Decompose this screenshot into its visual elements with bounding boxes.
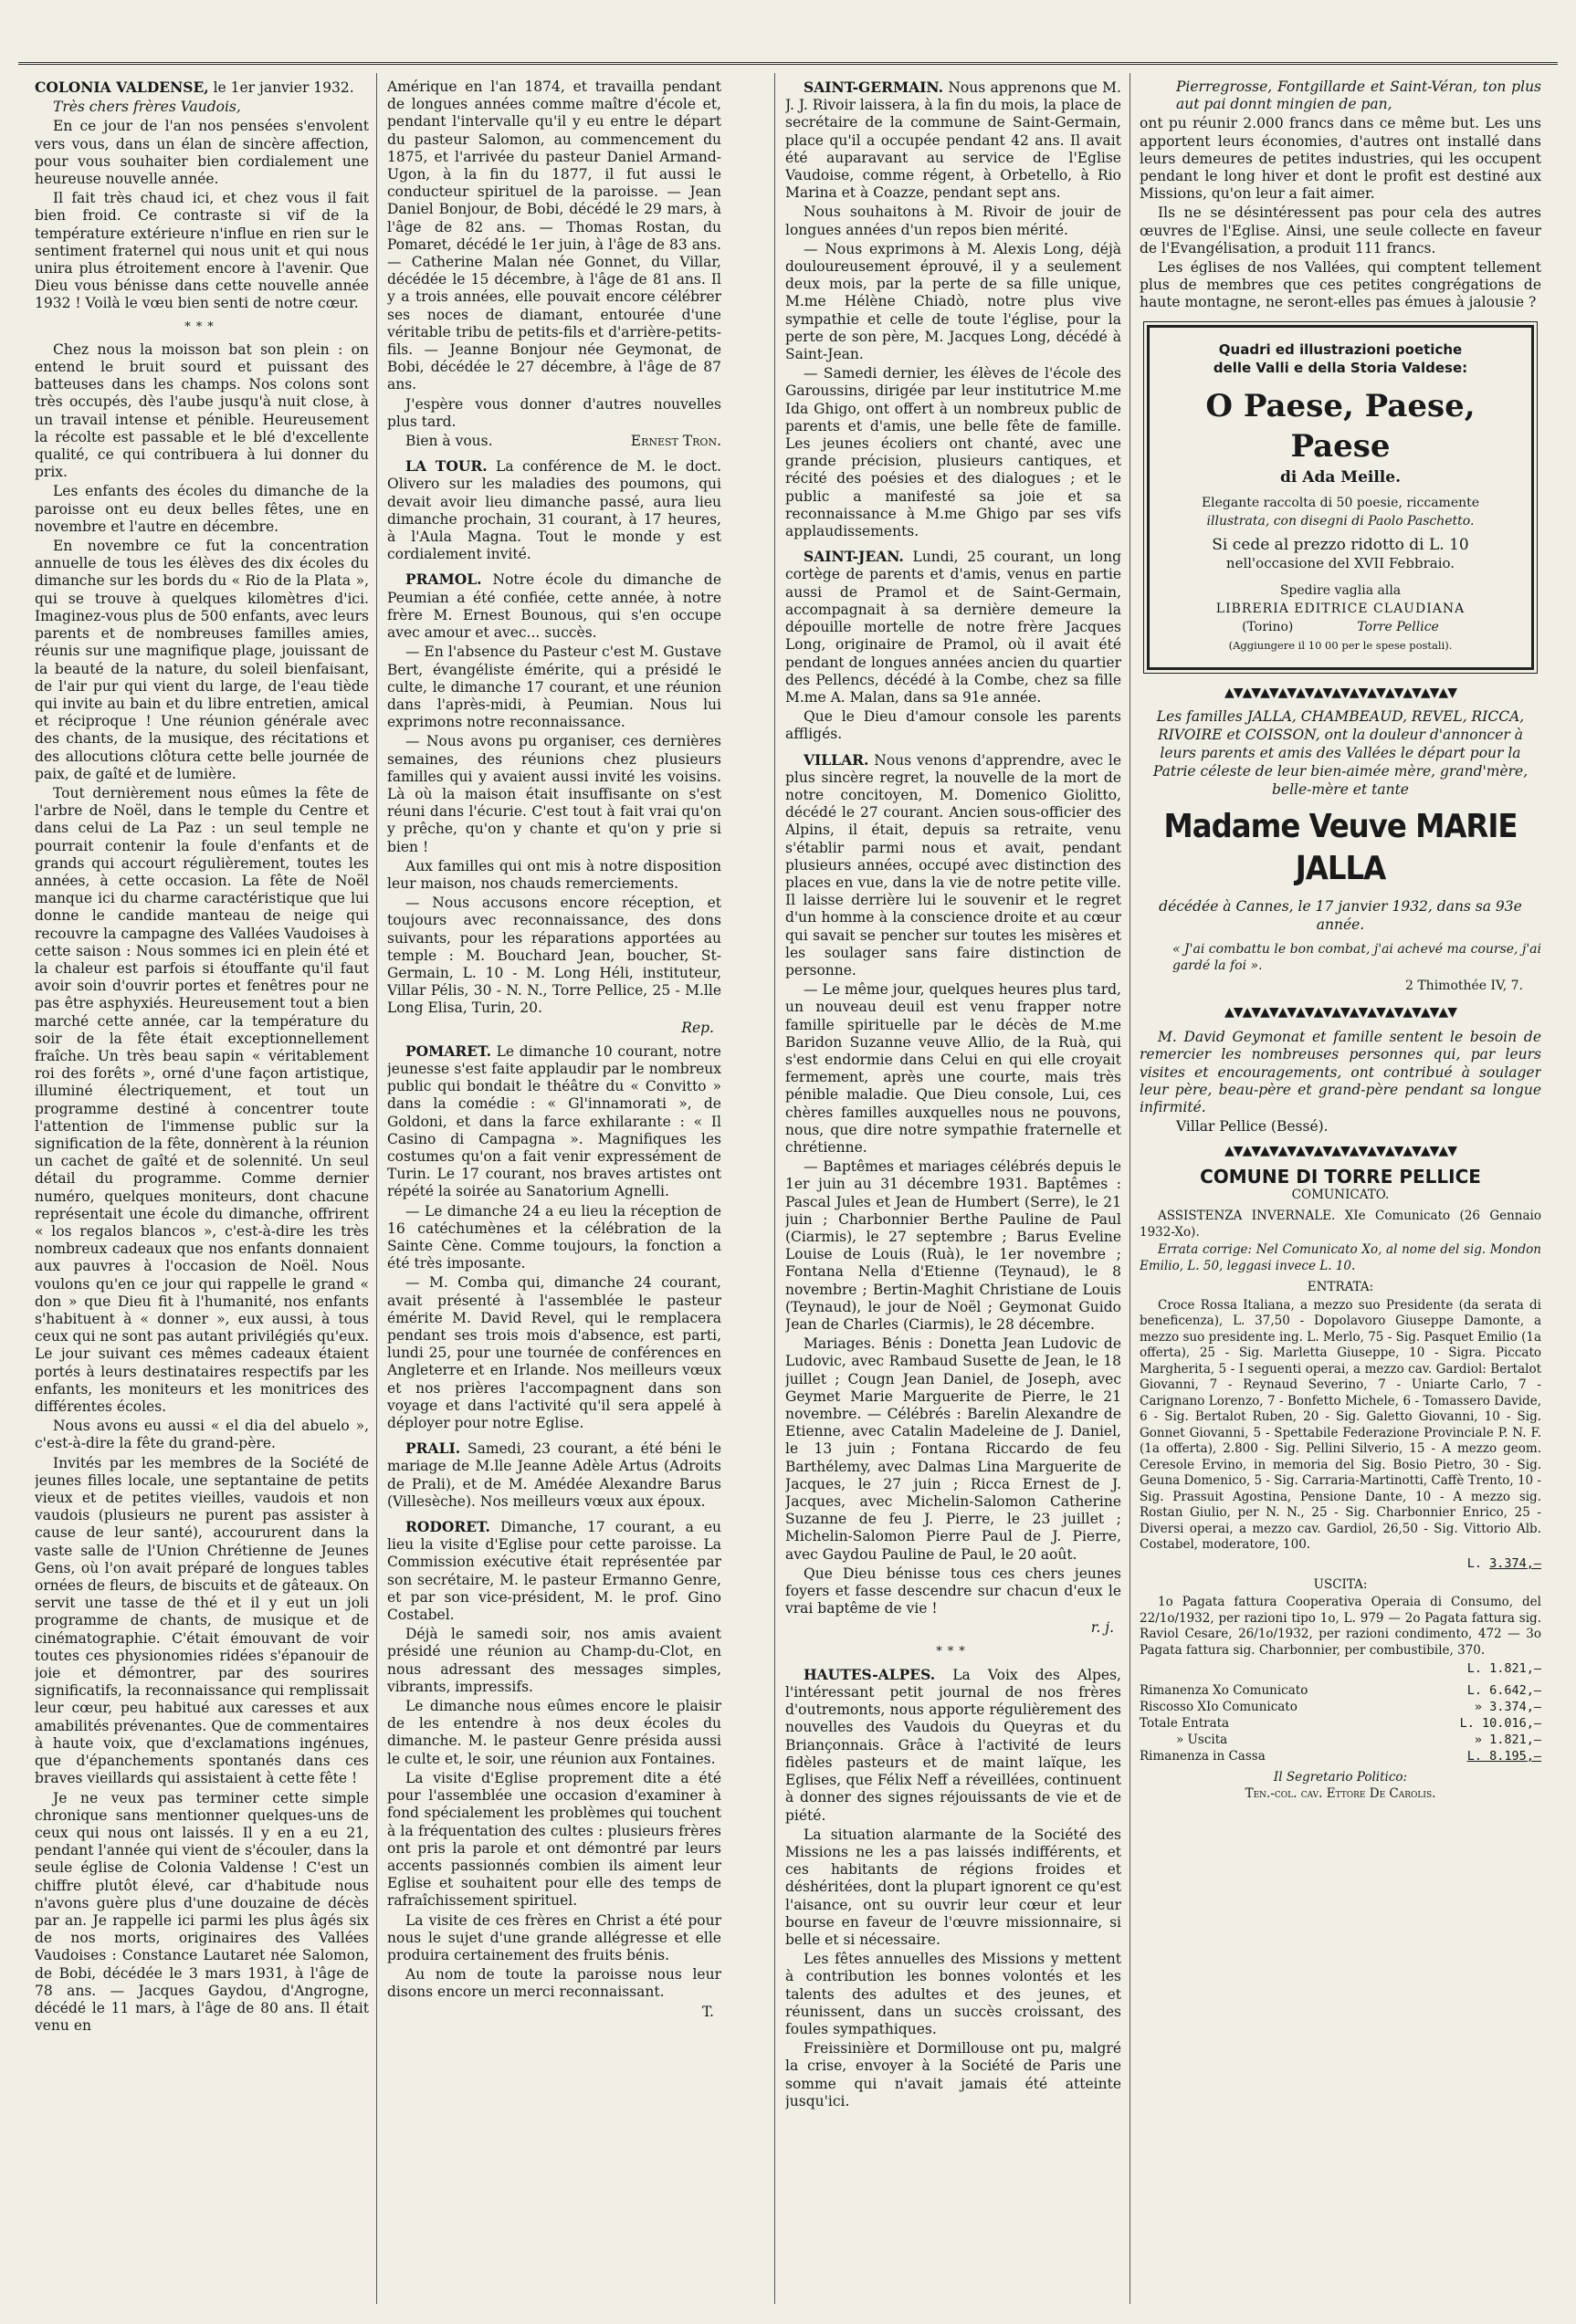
signature: T. xyxy=(702,2003,714,2020)
paragraph: — Nous accusons encore réception, et toujours avec reconnaissance, des dons suivants, pour les réparations apportées au temple : M. Bouchard Jean, boucher, St-Germain, L. 10 - M. Long Héli, instituteur, Villar Pélis, 30 - N. N., Torre Pellice, 25 - M.lle Long Elisa, Turin, 20. xyxy=(387,895,721,1017)
paragraph: Les églises de nos Vallées, qui comptent tellement plus de membres que ces petites congrégations de haute montagne, ne seront-elles pas émues à jalousie ? xyxy=(1140,259,1541,311)
ledger-value: » 1.821,— xyxy=(1474,1733,1541,1748)
paragraph: Aux familles qui ont mis à notre disposition leur maison, nos chauds remerciements. xyxy=(387,857,721,892)
ledger-label: » Uscita xyxy=(1176,1733,1228,1748)
commune-title: COMUNE DI TORRE PELLICE xyxy=(1200,1165,1481,1188)
ad-line: nell'occasione del XVII Febbraio. xyxy=(1225,554,1455,571)
book-advertisement xyxy=(1147,325,1534,670)
paragraph: La situation alarmante de la Société des Missions ne les a pas laissés indifférents, et ces habitants de régions froides et déshéritées, dont la plupart ignorent ce qu'est l'aisance, ont su ouvrir leur cœur et leur bourse en faveur de l'œuvre missionnaire, si belle et si nécessaire. xyxy=(785,1826,1121,1948)
signature: Ernest Tron. xyxy=(630,433,721,450)
section-separator: *** xyxy=(184,319,219,334)
signature: Rep. xyxy=(681,1019,714,1036)
paragraph: ASSISTENZA INVERNALE. XIe Comunicato (26 Gennaio 1932-Xo). xyxy=(1140,1209,1541,1240)
obituary-jalla xyxy=(1140,707,1541,934)
paragraph: — Nous avons pu organiser, ces dernières semaines, des réunions chez plusieurs familles qui y avaient aussi invité les voisins. Là où la maison était insuffisante on s'est réuni dans l'écurie. C'est tout à fait vrai qu'on y prêche, qu'on y chante et qu'on y prie si bien ! xyxy=(387,733,721,855)
paragraph: Les fêtes annuelles des Missions y mettent à contribution les bonnes volontés et les talents des adultes et des jeunes, et réunissent, dans un succès croissant, des foules sympathiques. xyxy=(785,1951,1121,2037)
thanks-notice xyxy=(1140,1029,1541,1136)
paragraph: — Le dimanche 24 a eu lieu la réception de 16 catéchumènes et la célébration de la Sainte Cène. Comme toujours, la fonction a été très imposante. xyxy=(387,1202,721,1272)
paragraph: — Samedi dernier, les élèves de l'école des Garoussins, dirigée par leur institutrice M.me Ida Ghigo, ont offert à un nombreux public de parents et d'amis, une belle fête de famille. Les jeunes écoliers ont chanté, avec une grande précision, plusieurs cantiques, et récité des poésies et des dialogues ; et le public a manifesté sa joie et sa reconnaissance à M.me Ghigo par ses vifs applaudissements. xyxy=(785,365,1121,540)
article-text: Samedi, 23 courant, a été béni le mariage de M.lle Jeanne Adèle Artus (Adroits de Prali), et de M. Amédée Alexandre Barus (Villesèche). Nos meilleurs vœux aux époux. xyxy=(387,1440,721,1510)
article-pramol xyxy=(387,571,721,642)
column-divider xyxy=(774,73,775,2304)
paragraph: Croce Rossa Italiana, a mezzo suo Presidente (da serata di beneficenza), L. 37,50 - Dopolavoro Giuseppe Damonte, a mezzo suo presidente ing. L. Merlo, 75 - Sig. Pasquet Emilio (1a offerta), 25 - Sig. Marletta Giuseppe, 10 - Sigra. Piccato Margherita, 5 - I seguenti operai, a mezzo cav. Gardiol: Bertalot Giovanni, 7 - Reynaud Severino, 7 - Uniarte Carlo, 7 - Carignano Lorenzo, 7 - Bonfetto Michele, 6 - Tomassero Davide, 6 - Sig. Bertalot Ruben, 20 - Sig. Galetto Giovanni, 10 - Sig. Gonnet Giovanni, 5 - Spettabile Federazione Provinciale P. N. F. (1a offerta), 2.800 - Sig. Pellini Silverio, 15 - A mezzo geom. Ceresole Ervino, in memoria del Sig. Bosio Pietro, 30 - Sig. Geuna Domenico, 5 - Sig. Carraria-Martinotti, Caffè Trento, 10 - Sig. Prassuit Agostina, Pensione Dante, 10 - A mezzo sig. Rostan Giulio, per N. N., 25 - Sig. Charbonnier Enrico, 25 - Diversi operai, a mezzo cav. Gardiol, 26,50 - Sig. Vittorio Alb. Costabel, moderatore, 100. xyxy=(1140,1297,1541,1553)
signature: r. j. xyxy=(1090,1619,1114,1637)
paragraph: Freissinière et Dormillouse ont pu, malgré la crise, envoyer à la Société de Paris une somme qui n'avait jamais été atteinte jusqu'ici. xyxy=(785,2040,1121,2109)
paragraph: Je ne veux pas terminer cette simple chronique sans mentionner quelques-uns de ceux qui nous ont laissés. Il y en a eu 21, pendant l'année qui vient de s'écouler, dans la seule église de Colonia Valdense ! C'est un chiffre plutôt élevé, car d'habitude nous n'avons guère plus d'une douzaine de décès par an. Je rappelle ici parmi les plus âgés six de nos morts, originaires des Vallées Vaudoises : Constance Lautaret née Salomon, de Bobi, décédée le 3 mars 1931, à l'âge de 78 ans. — Jacques Gaydou, d'Angrogne, décédé le 11 mars, à l'âge de 80 ans. Il était venu en xyxy=(35,1789,369,2035)
article-hautes-alpes xyxy=(785,1666,1121,1825)
commune-subtitle: COMUNICATO. xyxy=(1291,1187,1390,1202)
paragraph: Il fait très chaud ici, et chez vous il fait bien froid. Ce contraste si vif de la température extérieure n'influe en rien sur le sentiment fraternel qui nous unit et qui nous unira plus étroitement encore à l'avenir. Que Dieu vous bénisse dans cette nouvelle année 1932 ! Voilà le vœu bien senti de notre cœur. xyxy=(35,190,369,312)
ornament-rule: ▲▼▲▼▲▼▲▼▲▼▲▼▲▼▲▼▲▼▲▼▲▼▲▼▲▼ xyxy=(1224,1005,1456,1021)
article-pomaret xyxy=(387,1042,721,1201)
ledger-row xyxy=(1140,1715,1541,1732)
total-value: 3.374,— xyxy=(1489,1555,1541,1571)
ledger-label: Totale Entrata xyxy=(1140,1716,1230,1732)
paragraph: Amérique en l'an 1874, et travailla pendant de longues années comme maître d'école et, pendant l'intervalle qu'il y eu entre le départ du pasteur Salomon, au commencement du 1875, et l'arrivée du pasteur Daniel Armand-Ugon, à la fin du 1877, il fut aussi le conducteur spirituel de la paroisse. — Jean Daniel Bonjour, de Bobi, décédé le 29 mars, à l'âge de 82 ans. — Thomas Rostan, du Pomaret, décédé le 1er juin, à l'âge de 83 ans. — Catherine Malan née Gonnet, du Villar, décédée le 15 décembre, à l'âge de 81 ans. Il y a trois années, elle pouvait encore célébrer ses noces de diamant, entourée d'une véritable tribu de petits-fils et d'arrière-petits-fils. — Jeanne Bonjour née Geymonat, de Bobi, décédée le 27 décembre, à l'âge de 87 ans. xyxy=(387,79,721,393)
ad-line: Quadri ed illustrazioni poetiche xyxy=(1218,340,1463,358)
article-head: SAINT-GERMAIN. xyxy=(804,79,943,96)
dateline-place: COLONIA VALDENSE, xyxy=(35,79,209,96)
bible-verse: « J'ai combattu le bon combat, j'ai achevé ma course, j'ai gardé la foi ». xyxy=(1172,941,1541,973)
article-head: HAUTES-ALPES. xyxy=(804,1665,936,1683)
paragraph: — Nous exprimons à M. Alexis Long, déjà douloureusement éprouvé, il y a seulement deux mois, par la perte de sa fille unique, M.me Hélène Chiadò, notre plus vive sympathie et celle de toute l'église, pour la perte de son père, M. Jacques Long, décédé à Saint-Jean. xyxy=(785,240,1121,363)
article-saint-germain xyxy=(785,79,1121,202)
ornament-rule: ▲▼▲▼▲▼▲▼▲▼▲▼▲▼▲▼▲▼▲▼▲▼▲▼▲▼ xyxy=(1224,1144,1456,1159)
paragraph: Au nom de toute la paroisse nous leur disons encore un merci reconnaissant. xyxy=(387,1966,721,2001)
article-la-tour xyxy=(387,457,721,563)
article-text: Notre école du dimanche de Peumian a été confiée, cette année, à notre frère M. Ernest Bounous, qui s'en occupe avec amour et avec... succès. xyxy=(387,571,721,642)
ad-city-1: (Torino) xyxy=(1242,619,1294,634)
header-rule xyxy=(18,62,1558,65)
article-head: RODORET. xyxy=(405,1518,490,1536)
paragraph: — M. Comba qui, dimanche 24 courant, avait présenté à l'assemblée le pasteur émérite M. David Revel, qui le remplacera pendant ses trois mois d'absence, est parti, lundi 25, pour une tournée de conférences en Angleterre et en Irlande. Nos meilleurs vœux et nos prières l'accompagnent dans son voyage et dans l'activité qu'il sera appelé à déployer pour notre Eglise. xyxy=(387,1274,721,1432)
ad-title: O Paese, Paese, Paese xyxy=(1205,387,1476,465)
total-label: L. xyxy=(1466,1555,1482,1571)
closing xyxy=(387,433,721,450)
ad-publisher: LIBRERIA EDITRICE CLAUDIANA xyxy=(1215,601,1466,616)
paragraph: Ils ne se désintéressent pas pour cela des autres œuvres de l'Eglise. Ainsi, une seule collecte en faveur de l'Evangélisation, a produit 111 francs. xyxy=(1140,204,1541,256)
section-head: USCITA: xyxy=(1313,1576,1368,1592)
paragraph: Errata corrige: Nel Comunicato Xo, al nome del sig. Mondon Emilio, L. 50, leggasi invece L. 10. xyxy=(1140,1242,1541,1273)
section-separator: *** xyxy=(936,1644,971,1659)
obituary-name: Madame Veuve MARIE JALLA xyxy=(1163,807,1518,887)
ad-price: Si cede al prezzo ridotto di L. 10 xyxy=(1212,535,1469,554)
column-divider xyxy=(1129,73,1130,2304)
ledger-label: Riscosso XIo Comunicato xyxy=(1140,1700,1298,1715)
section-head: ENTRATA: xyxy=(1307,1280,1374,1295)
ledger-row xyxy=(1140,1732,1541,1748)
ledger-value: L. 8.195,— xyxy=(1466,1749,1541,1764)
article-text: Dimanche, 17 courant, a eu lieu la visite d'Eglise pour cette paroisse. La Commission exécutive était représentée par son secrétaire, M. le pasteur Ermanno Genre, et par son vice-président, M. le prof. Gino Costabel. xyxy=(387,1519,721,1624)
dateline-date: le 1er janvier 1932. xyxy=(213,79,354,96)
article-head: PRAMOL. xyxy=(405,571,482,589)
ledger-label: Rimanenza in Cassa xyxy=(1140,1749,1266,1764)
paragraph: Tout dernièrement nous eûmes la fête de l'arbre de Noël, dans le temple du Centre et dans celui de La Paz : un seul temple ne pourrait contenir la foule d'enfants et de grands qui accourt régulièrement, toutes les années, à cette occasion. La fête de Noël manque ici du charme caractéristique que lui donne le candide manteau de neige qui recouvre la campagne des Vallées Vaudoises à cette saison : Nous sommes ici en plein été et la chaleur est parfois si étouffante qu'il faut avoir soin d'ouvrir portes et fenêtres pour ne pas être asphyxiés. Heureusement tout a bien marché cette année, car la température du soir de la fête était exceptionnellement fraîche. Un très beau sapin « véritablement roi des forêts », orné d'une façon artistique, illuminé électriquement, et tout un programme destiné à concentrer toute l'attention de l'immense public sur la signification de la fête, donnèrent à la réunion un cachet de gaîté et de solennité. Un seul détail du programme. Comme dernier numéro, quelques moniteurs, dont chacune représentait une école du dimanche, offrirent « los regalos blancos », c'est-à-dire les très nombreux cadeaux que nos enfants donnaient aux pauvres à l'occasion de Noël. Nous voulons qu'en ce jour qui rappelle le grand « don » que Dieu fit à l'humanité, nos enfants s'habituent à « donner », eux aussi, à tous ceux qui ne sont pas autant privilégiés qu'eux. Le jour suivant ces mêmes cadeaux étaient portés à leurs destinataires respectifs par les enfants, les moniteurs et les monitrices des différentes écoles. xyxy=(35,784,369,1416)
article-head: VILLAR. xyxy=(804,750,869,769)
secretary-name: Ten.-col. cav. Ettore De Carolis. xyxy=(1245,1785,1436,1801)
salutation: Très chers frères Vaudois, xyxy=(53,99,241,116)
ad-line: Spedire vaglia alla xyxy=(1279,582,1402,598)
ad-line: delle Valli e della Storia Valdese: xyxy=(1213,359,1468,376)
article-text: La Voix des Alpes, l'intéressant petit journal de nos frères d'outremonts, nous apporte régulièrement des nouvelles des Vaudois du Queyras et du Briançonnais. Grâce à l'activité de leurs fidèles pasteurs et de maint laïque, les Eglises, que Félix Neff a réveillées, continuent à donner des signes réjouissants de vie et de piété. xyxy=(785,1666,1121,1824)
paragraph: La visite de ces frères en Christ a été pour nous le sujet d'une grande allégresse et elle produira certainement des fruits bénis. xyxy=(387,1911,721,1963)
ledger-row xyxy=(1140,1699,1541,1715)
bible-reference: 2 Thimothée IV, 7. xyxy=(1404,978,1523,993)
article-text: Nous apprenons que M. J. J. Rivoir laissera, à la fin du mois, la place de secrétaire de la commune de Saint-Germain, place qu'il a occupée pendant 42 ans. Il avait été auparavant au service de l'Eglise Vaudoise, comme régent, à Orbetello, à Rio Marina et à Coazze, pendant sept ans. xyxy=(785,79,1121,202)
closing-text: Bien à vous. xyxy=(405,433,493,450)
ad-city-2: Torre Pellice xyxy=(1357,619,1439,634)
paragraph: ont pu réunir 2.000 francs dans ce même but. Les uns apportent leurs économies, d'autres ont installé dans leurs demeures de petites industries, qui les occupent pendant le long hiver et dont le profit est destiné aux Missions, qu'on leur a fait aimer. xyxy=(1140,115,1541,203)
ad-author: di Ada Meille. xyxy=(1279,467,1401,487)
ledger-value: » 3.374,— xyxy=(1474,1700,1541,1715)
thanks-place: Villar Pellice (Bessé). xyxy=(1176,1118,1329,1136)
article-text: Nous venons d'apprendre, avec le plus sincère regret, la nouvelle de la mort de notre concitoyen, M. Domenico Giolitto, décédé le 27 courant. Ancien sous-officier des Alpins, il était, depuis sa retraite, venu s'établir parmi nous et avait, pendant plusieurs années, occupé avec distinction des places en vue, dans la vie de notre petite ville. Il laisse derrière lui le souvenir et le regret d'un homme à la conscience droite et au cœur qui savait se pencher sur toutes les misères et les soulager sans faire distinction de personne. xyxy=(785,751,1121,979)
ledger-label: Rimanenza Xo Comunicato xyxy=(1140,1683,1308,1699)
total-value: L. 1.821,— xyxy=(1466,1661,1541,1677)
paragraph: Invités par les membres de la Société de jeunes filles locale, une septantaine de petits vieux et de petites vieilles, vaudois et non vaudois (plusieurs ne purent pas assister à cause de leur santé), accoururent dans la vaste salle de l'Union Chrétienne de Jeunes Gens, où l'on avait préparé de longues tables ornées de fleurs, de biscuits et de gâteaux. On servit une tasse de thé et il y eut un joli programme de chants, de musique et de cinématographie. C'était émouvant de voir toutes ces physionomies ridées s'épanouir de joie et démontrer, par des sourires significatifs, la reconnaissance qui remplissait leur cœur, peu habitué aux caresses et aux amabilités prévenantes. Que de commentaires à haute voix, que d'exclamations ingénues, que d'épanchements spontanés dans ces braves vieillards qui assistaient à cette fête ! xyxy=(35,1454,369,1787)
ad-postage: (Aggiungere il 10 00 per le spese postali). xyxy=(1228,638,1453,652)
article-head: POMARET. xyxy=(405,1042,491,1060)
article-text: Le dimanche 10 courant, notre jeunesse s'est faite applaudir par le nombreux public qui bondait le théâtre du « Convitto » dans la comédie : « Gl'innamorati », de Goldoni, et dans la farce exhilarante : « Il Casino di Campagna ». Magnifiques les costumes qu'on a fait venir expressément de Turin. Le 17 courant, nos braves artistes ont répété la soirée au Sanatorium Agnelli. xyxy=(387,1042,721,1200)
article-saint-jean xyxy=(785,548,1121,707)
article-villar xyxy=(785,751,1121,980)
article-text: Lundi, 25 courant, un long cortège de parents et d'amis, venus en partie aussi de Pramol et de Saint-Germain, accompagnait à sa dernière demeure la dépouille mortelle de notre frère Jacques Long, originaire de Pramol, où il avait été pendant de longues années ancien du quartier des Pellencs, décédé à la Combe, chez sa fille M.me A. Malan, dans sa 91e année. xyxy=(785,549,1121,706)
paragraph: Que le Dieu d'amour console les parents affligés. xyxy=(785,708,1121,743)
paragraph: En novembre ce fut la concentration annuelle de tous les élèves des dix écoles du dimanche sur les bords du « Rio de la Plata », qui se trouve à quelques kilomètres d'ici. Imaginez-vous plus de 500 enfants, avec leurs parents et de nombreuses familles amies, réunis sur une magnifique plage, jouissant de la beauté de la nature, du soleil bienfaisant, de l'air pur qui vient du large, de l'eau tiède qui invite au bain et du libre entretien, amical et réciproque ! Une réunion générale avec des chants, de la musique, des récitations et des allocutions clôtura cette belle journée de paix, de gaîté et de lumière. xyxy=(35,538,369,782)
article-prali xyxy=(387,1439,721,1511)
paragraph: 1o Pagata fattura Cooperativa Operaia di Consumo, del 22/1o/1932, per razioni tipo 1o, L. 979 — 2o Pagata fattura sig. Raviol Cesare, 26/1o/1932, per razioni condimento, 472 — 3o Pagata fattura sig. Charbonnier, per combustibile, 370. xyxy=(1140,1595,1541,1658)
dateline xyxy=(35,79,369,97)
article-rodoret xyxy=(387,1518,721,1624)
ledger-value: L. 6.642,— xyxy=(1466,1683,1541,1699)
paragraph: J'espère vous donner d'autres nouvelles plus tard. xyxy=(387,395,721,430)
quoted-verse: Pierregrosse, Fontgillarde et Saint-Véran, ton plus aut pai donnt mingien de pan, xyxy=(1176,79,1541,113)
column-divider xyxy=(376,73,377,2304)
article-head: PRALI. xyxy=(405,1439,461,1458)
column-4 xyxy=(1140,79,1541,2304)
article-head: SAINT-JEAN. xyxy=(804,548,904,566)
paragraph: Chez nous la moisson bat son plein : on entend le bruit sourd et puissant des batteuses dans les champs. Nos colons sont très occupés, dès l'aube jusqu'à nuit close, à un travail intense et pénible. Heureusement la récolte est passable et le blé d'excellente qualité, ce qui contribuera à lui donner du prix. xyxy=(35,340,369,481)
paragraph: Nous avons eu aussi « el dia del abuelo », c'est-à-dire la fête du grand-père. xyxy=(35,1418,369,1452)
entrata-total xyxy=(1140,1555,1541,1572)
paragraph: Mariages. Bénis : Donetta Jean Ludovic de Ludovic, avec Rambaud Susette de Jean, le 18 juillet ; Cougn Jean Daniel, de Joseph, avec Geymet Marie Marguerite de Pierre, le 21 novembre. — Célébrés : Barelin Alexandre de Etienne, avec Catalin Madeleine de J. Daniel, le 13 juin ; Fontana Riccardo de feu Barthélemy, avec Dalmas Lina Marguerite de Jacques, le 27 juin ; Ricca Ernest de J. Jacques, avec Michelin-Salomon Catherine Suzanne de feu J. Pierre, le 23 juillet ; Michelin-Salomon Pierre Paul de J. Pierre, avec Gaydou Pauline de Paul, le 20 août. xyxy=(785,1335,1121,1563)
paragraph: La visite d'Eglise proprement dite a été pour l'assemblée une occasion d'examiner à fond spécialement les problèmes qui touchent à la fréquentation des cultes : plusieurs frères ont pris la parole et ont démontré par leurs accents passionnés combien ils aiment leur Eglise et souhaitent pour elle des temps de rafraîchissement spirituel. xyxy=(387,1769,721,1910)
ornament-rule: ▲▼▲▼▲▼▲▼▲▼▲▼▲▼▲▼▲▼▲▼▲▼▲▼▲▼ xyxy=(1224,685,1456,700)
paragraph: Que Dieu bénisse tous ces chers jeunes foyers et fasse descendre sur chacun d'eux le vrai baptême de vie ! xyxy=(785,1565,1121,1617)
obituary-details: décédée à Cannes, le 17 janvier 1932, dans sa 93e année. xyxy=(1159,897,1522,933)
article-head: LA TOUR. xyxy=(405,457,488,476)
paragraph: — Le même jour, quelques heures plus tard, un nouveau deuil est venu frapper notre famille spirituelle par le décès de M.me Baridon Suzanne veuve Allio, de la Ruà, qui s'est endormie dans Celui en qui elle croyait fermement, après une courte, mais très pénible maladie. Que Dieu console, Lui, ces chères familles auxquelles nous ne pouvons, nous, que dire notre sympathie fraternelle et chrétienne. xyxy=(785,981,1121,1156)
thanks-text: M. David Geymonat et famille sentent le besoin de remercier les nombreuses personnes qui, par leurs visites et encouragements, ont contribué à soulager leur père, beau-père et grand-père pendant sa longue infirmité. xyxy=(1140,1029,1541,1116)
paragraph: Déjà le samedi soir, nos amis avaient présidé une réunion au Champ-du-Clot, en nous adressant des messages simples, vibrants, impressifs. xyxy=(387,1626,721,1695)
column-3 xyxy=(785,79,1121,2304)
obituary-intro: Les familles JALLA, CHAMBEAUD, REVEL, RICCA, RIVOIRE et COISSON, ont la douleur d'annoncer à leurs parents et amis des Vallées le départ pour la Patrie céleste de leur bien-aimée mère, grand'mère, belle-mère et tante xyxy=(1152,707,1529,798)
ledger-row xyxy=(1140,1682,1541,1699)
column-1 xyxy=(35,79,369,2304)
paragraph: — Baptêmes et mariages célébrés depuis le 1er juin au 31 décembre 1931. Baptêmes : Pascal Jules et Jean de Humbert (Serre), le 21 juin ; Charbonnier Berthe Pauline de Paul (Ciarmis), le 27 septembre ; Barus Eveline Louise de Louis (Ruà), le 1er novembre ; Fontana Nella d'Etienne (Teynaud), le 8 novembre ; Bertin-Maghit Christiane de Louis (Teynaud), le jour de Noël ; Geymonat Guido Jean de Charles (Ciarmis), le 28 décembre. xyxy=(785,1158,1121,1334)
uscita-total xyxy=(1140,1660,1541,1677)
secretary-title: Il Segretario Politico: xyxy=(1273,1770,1408,1785)
ledger-row xyxy=(1140,1748,1541,1764)
column-2 xyxy=(387,79,721,2304)
paragraph: Les enfants des écoles du dimanche de la paroisse ont eu deux belles fêtes, une en novembre et l'autre en décembre. xyxy=(35,483,369,535)
paragraph: En ce jour de l'an nos pensées s'envolent vers vous, dans un élan de sincère affection, pour vous souhaiter bien cordialement une heureuse nouvelle année. xyxy=(35,118,369,188)
article-text: La conférence de M. le doct. Olivero sur les maladies des poumons, qui devait avoir lieu dimanche passé, aura lieu dimanche prochain, 31 courant, à 17 heures, à l'Aula Magna. Tout le monde y est cordialement invité. xyxy=(387,458,721,563)
paragraph: Nous souhaitons à M. Rivoir de jouir de longues années d'un repos bien mérité. xyxy=(785,204,1121,238)
ad-line: illustrata, con disegni di Paolo Paschetto. xyxy=(1206,513,1475,529)
ledger-value: L. 10.016,— xyxy=(1459,1716,1541,1732)
paragraph: Le dimanche nous eûmes encore le plaisir de les entendre à nos deux écoles du dimanche. M. le pasteur Genre présida aussi le culte et, le soir, une réunion aux Fontaines. xyxy=(387,1698,721,1767)
ad-city xyxy=(1159,618,1522,636)
ad-line: Elegante raccolta di 50 poesie, riccamente xyxy=(1201,495,1480,510)
paragraph: — En l'absence du Pasteur c'est M. Gustave Bert, évangéliste émérite, qui a présidé le culte, le dimanche 17 courant, et une réunion dans l'après-midi, à Peumian. Nous lui exprimons notre reconnaissance. xyxy=(387,644,721,731)
